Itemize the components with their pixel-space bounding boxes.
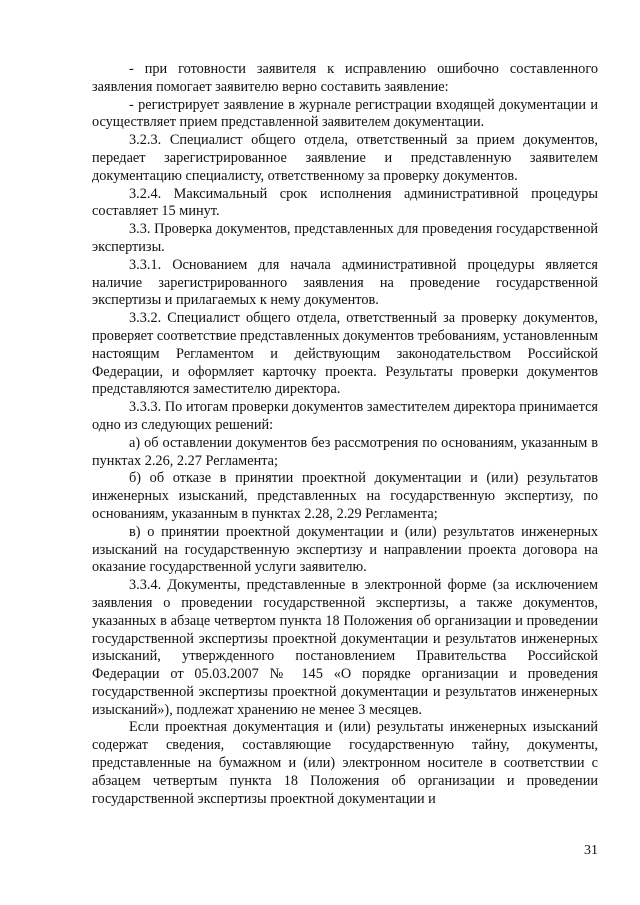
paragraph-1: - при готовности заявителя к исправлению ошибочно составленного заявления помогает заявителю верно составить заявление: <box>92 61 598 95</box>
paragraph-3-2-4: 3.2.4. Максимальный срок исполнения административной процедуры составляет 15 минут. <box>92 185 598 220</box>
paragraph-3-3-2: 3.3.2. Специалист общего отдела, ответственный за проверку документов, проверяет соответствие представленных документов требованиям, установленным настоящим Регламентом и действующим законодательством Российской Федерации, и оформляет карточку проекта. Результаты проверки документов представляются заместителю директора. <box>92 310 599 398</box>
document-body <box>92 61 598 808</box>
paragraph-3-3-4: 3.3.4. Документы, представленные в электронной форме (за исключением заявления о проведении государственной экспертизы, а также документов, указанных в абзаце четвертом пункта 18 Положения об организации и проведении государственной экспертизы проектной документации и результатов инженерных изысканий, утвержденного постановлением Правительства Российской Федерации от 05.03.2007 № 145 «О порядке организации и проведения государственной экспертизы проектной документации и результатов инженерных изысканий»), подлежат хранению не менее 3 месяцев. <box>92 577 598 718</box>
decision-b: б) об отказе в принятии проектной документации и (или) результатов инженерных изысканий, представленных на государственную экспертизу, по основаниям, указанным в пунктах 2.28, 2.29 Регламента; <box>92 470 598 522</box>
decision-a: а) об оставлении документов без рассмотрения по основаниям, указанным в пунктах 2.26, 2.27 Регламента; <box>92 434 598 469</box>
paragraph-3-3-1: 3.3.1. Основанием для начала административной процедуры является наличие зарегистрированного заявления на проведение государственной экспертизы и прилагаемых к нему документов. <box>92 256 598 309</box>
page-number: 31 <box>584 843 598 858</box>
paragraph-secret: Если проектная документация и (или) результаты инженерных изысканий содержат сведения, составляющие государственную тайну, документы, представленные на бумажном и (или) электронном носителе в соответствии с абзацем четвертым пункта 18 Положения об организации и проведении государственной экспертизы проектной документации и <box>92 719 598 807</box>
paragraph-3-3-heading: 3.3. Проверка документов, представленных для проведения государственной экспертизы. <box>92 221 598 255</box>
decision-c: в) о принятии проектной документации и (или) результатов инженерных изысканий на государственную экспертизу и направлении проекта договора на оказание государственной услуги заявителю. <box>92 523 598 576</box>
paragraph-3-3-3: 3.3.3. По итогам проверки документов заместителем директора принимается одно из следующих решений: <box>92 399 598 433</box>
paragraph-2: - регистрирует заявление в журнале регистрации входящей документации и осуществляет прием представленной заявителем документации. <box>92 96 598 131</box>
paragraph-3-2-3: 3.2.3. Специалист общего отдела, ответственный за прием документов, передает зарегистрированное заявление и представленную заявителем документацию специалисту, ответственному за проверку документов. <box>92 132 598 184</box>
